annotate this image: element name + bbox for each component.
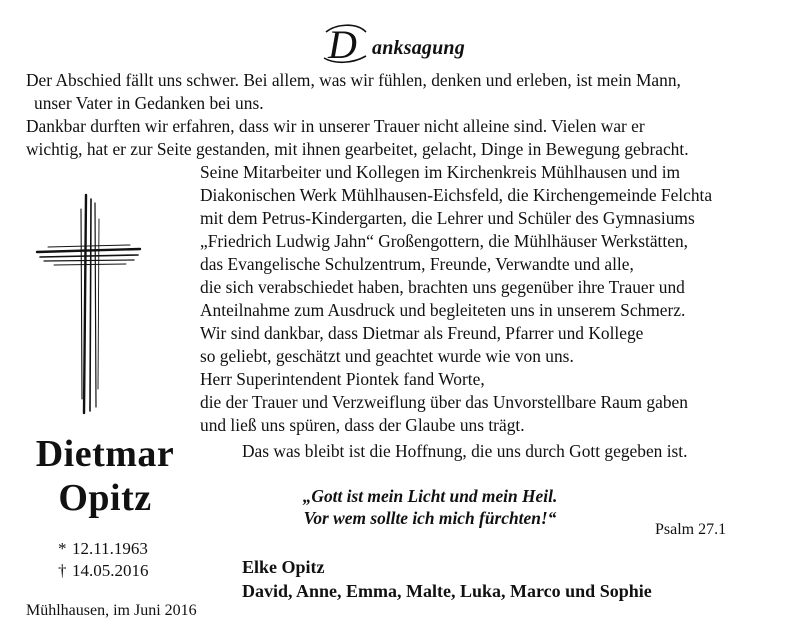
text-line: das Evangelische Schulzentrum, Freunde, Verwandte und alle, bbox=[200, 254, 634, 274]
quote-line-1: „Gott ist mein Licht und mein Heil. bbox=[302, 486, 558, 506]
quote-line-2: Vor wem sollte ich mich fürchten!“ bbox=[303, 508, 557, 528]
text-line: Der Abschied fällt uns schwer. Bei allem, was wir fühlen, denken und erleben, ist mein Mann, bbox=[26, 70, 681, 90]
text-line: mit dem Petrus-Kindergarten, die Lehrer und Schüler des Gymnasiums bbox=[200, 208, 695, 228]
signature-line-1: Elke Opitz bbox=[242, 557, 325, 577]
signature-line-2: David, Anne, Emma, Malte, Luka, Marco und Sophie bbox=[242, 581, 652, 601]
text-line: die sich verabschiedet haben, brachten uns gegenüber ihre Trauer und bbox=[200, 277, 685, 297]
text-line: Wir sind dankbar, dass Dietmar als Freund, Pfarrer und Kollege bbox=[200, 323, 644, 343]
place-date: Mühlhausen, im Juni 2016 bbox=[26, 602, 197, 619]
deceased-last-name: Opitz bbox=[58, 477, 152, 519]
text-line: und ließ uns spüren, dass der Glaube uns trägt. bbox=[200, 415, 525, 435]
birth-date: 12.11.1963 bbox=[72, 539, 148, 558]
heading-initial: D bbox=[328, 22, 357, 67]
hope-line: Das was bleibt ist die Hoffnung, die uns durch Gott gegeben ist. bbox=[242, 441, 688, 461]
heading-text: anksagung bbox=[372, 37, 465, 59]
death-date-line bbox=[58, 560, 149, 582]
text-line: wichtig, hat er zur Seite gestanden, mit ihnen gearbeitet, gelacht, Dinge in Bewegung gebracht. bbox=[26, 139, 689, 159]
text-line: Anteilnahme zum Ausdruck und begleiteten uns in unserem Schmerz. bbox=[200, 300, 686, 320]
text-line: Diakonischen Werk Mühlhausen-Eichsfeld, die Kirchengemeinde Felchta bbox=[200, 185, 713, 205]
text-line: Seine Mitarbeiter und Kollegen im Kirchenkreis Mühlhausen und im bbox=[200, 162, 681, 182]
heading bbox=[322, 18, 492, 68]
text-line: Herr Superintendent Piontek fand Worte, bbox=[200, 369, 485, 389]
text-line: „Friedrich Ludwig Jahn“ Großengottern, die Mühlhäuser Werkstätten, bbox=[200, 231, 688, 251]
deceased-first-name: Dietmar bbox=[35, 433, 175, 475]
birth-date-line bbox=[58, 538, 148, 560]
cross-icon bbox=[34, 193, 144, 415]
text-line: unser Vater in Gedanken bei uns. bbox=[34, 93, 264, 113]
text-line: Dankbar durften wir erfahren, dass wir in unserer Trauer nicht alleine sind. Vielen war er bbox=[26, 116, 645, 136]
text-line: so geliebt, geschätzt und geachtet wurde wie von uns. bbox=[200, 346, 574, 366]
quote-reference: Psalm 27.1 bbox=[655, 521, 727, 538]
death-cross-icon: † bbox=[58, 561, 67, 580]
text-line: die der Trauer und Verzweiflung über das Unvorstellbare Raum gaben bbox=[200, 392, 688, 412]
birth-star-icon: * bbox=[58, 539, 67, 558]
death-date: 14.05.2016 bbox=[72, 561, 149, 580]
